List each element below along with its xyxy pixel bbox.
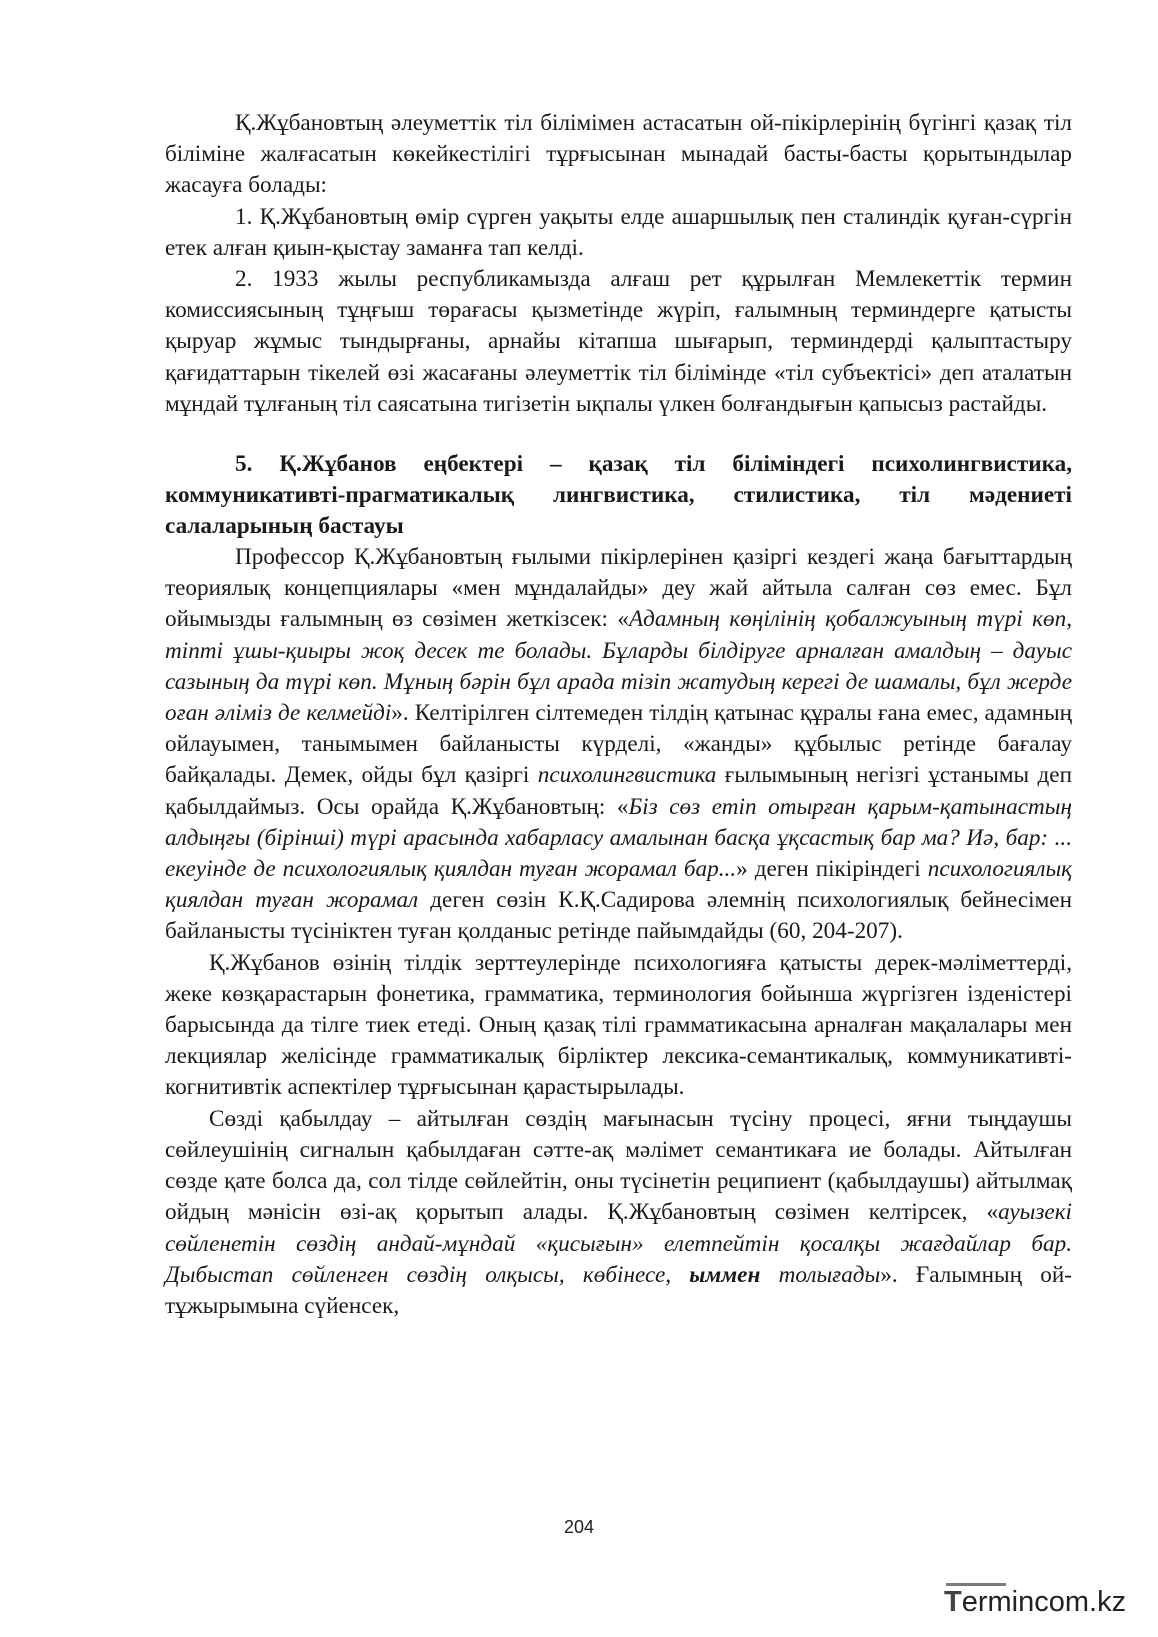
page-text [165,108,1072,1322]
logo-mid: erminc [961,1586,1049,1618]
paragraph-1: Қ.Жұбановтың әлеуметтік тіл білімімен астасатын ой-пікірлерінің бүгінгі қазақ тіл біліміне жалғасатын көкейкестілігі тұрғысынан мынадай басты-басты қорытындылар жасауға болады: [165,110,1072,199]
p4-text-g: » деген пікіріндегі [736,856,928,883]
p4-text-e: ғылымының негізгі ұстанымы деп қабылдаймыз. Осы орайда Қ.Жұбановтың: « [165,762,1072,820]
p4-quote-1: Адамның көңілінің қобалжуының түрі көп, тіпті ұшы-қиыры жоқ десек те болады. Бұларды білдіруге арналған амалдың – дауыс сазының да түрі көп. Мұның бәрін бұл арада тізіп жатудың керегі де шамалы, бұл жерде оған әліміз де келмейді [165,606,1072,727]
page-number: 204 [563,1517,595,1537]
p4-text-c: ». Келтірілген сілтемеден тілдің қатынас құралы ғана емес, адамның ойлауымен, танымымен байланысты күрделі, «жанды» құбылыс ретінде бағалау байқалады. Демек, ойды бұл қазіргі [165,700,1072,789]
p4-term: психолингвистика [537,762,717,789]
paragraph-2: 1. Қ.Жұбановтың өмір сүрген уақыты елде ашаршылық пен сталиндік қуған-сүргін етек алған қиын-қыстау заманға тап келді. [165,203,1072,261]
p4-text-a: Профессор Қ.Жұбановтың ғылыми пікірлерінен қазіргі кездегі жаңа бағыттардың теориялық концепциялары «мен мұндалайды» деу жай айтыла салған сөз емес. Бұл ойымызды ғалымның өз сөзімен жеткізсек: « [165,544,1072,633]
paragraph-6 [165,1104,1072,1322]
p4-text-i: деген сөзін К.Қ.Садирова әлемнің психологиялық бейнесімен байланысты түсініктен туған қолданыс ретінде пайымдайды (60, 204-207). [165,887,1072,945]
section-heading: 5. Қ.Жұбанов еңбектері – қазақ тіл біліміндегі психолингвистика, коммуникативті-прагматикалық лингвистика, стилистика, тіл мәдениеті салаларының бастауы [165,451,1072,540]
p6-quote: ауызекі сөйленетін сөздің андай-мұндай «қисығын» елетпейтін қосалқы жағдайлар бар. Дыбыстап сөйленген сөздің олқысы, көбінесе, [165,1199,1072,1288]
paragraph-4 [165,542,1072,948]
logo-o: o [1048,1586,1065,1618]
p6-quote-end: толығады [760,1261,881,1288]
logo-letter-t: T [944,1586,962,1618]
paragraph-3: 2. 1933 жылы республикамызда алғаш рет құрылған Мемлекеттік термин комиссиясының тұңғыш төрағасы қызметінде жүріп, ғалымның терминдерге қатысты қыруар жұмыс тындырғаны, арнайы кітапша шығарып, терминдерді қалыптастыру қағидаттарын тікелей өзі жасағаны әлеуметтік тіл білімінде «тіл субъектісі» деп аталатын мұндай тұлғаның тіл саясатына тигізетін ықпалы үлкен болғандығын қапысыз растайды. [165,266,1072,417]
p6-text-a: Сөзді қабылдау – айтылған сөздің мағынасын түсіну процесі, яғни тыңдаушы сөйлеушінің сигналын қабылдаған сәтте-ақ мәлімет семантикаға ие болады. Айтылған сөзде қате болса да, сол тілде сөйлейтін, оны түсінетін реципиент (қабылдаушы) айтылмақ ойдың мәнісін өзі-ақ қорытып алады. Қ.Жұбановтың сөзімен келтірсек, « [165,1105,1072,1226]
termincom-watermark-logo [944,1580,1154,1626]
p6-bold-word: ыммен [689,1261,761,1288]
logo-tail: m.kz [1064,1586,1127,1618]
p6-text-e: ». Ғалымның ой-тұжырымына сүйенсек, [165,1261,1072,1319]
logo-text [944,1586,1126,1619]
paragraph-5: Қ.Жұбанов өзінің тілдік зерттеулерінде психологияға қатысты дерек-мәліметтерді, жеке көзқарастарын фонетика, грамматика, терминология бойынша жүргізген ізденістері барысында да тілге тиек етеді. Оның қазақ тілі грамматикасына арналған мақалалары мен лекциялар желісінде грамматикалық бірліктер лексика-семантикалық, коммуникативті-когнитивтік аспектілер тұрғысынан қарастырылады. [165,949,1072,1101]
p4-quote-2: Біз сөз етіп отырған қарым-қатынастың алдыңғы (бірінші) түрі арасында хабарласу амалынан басқа ұқсастық бар ма? Иә, бар: ... екеуінде де психологиялық қиялдан туған жорамал бар... [165,793,1072,883]
p4-phrase: психологиялық қиялдан туған жорамал [165,856,1072,914]
